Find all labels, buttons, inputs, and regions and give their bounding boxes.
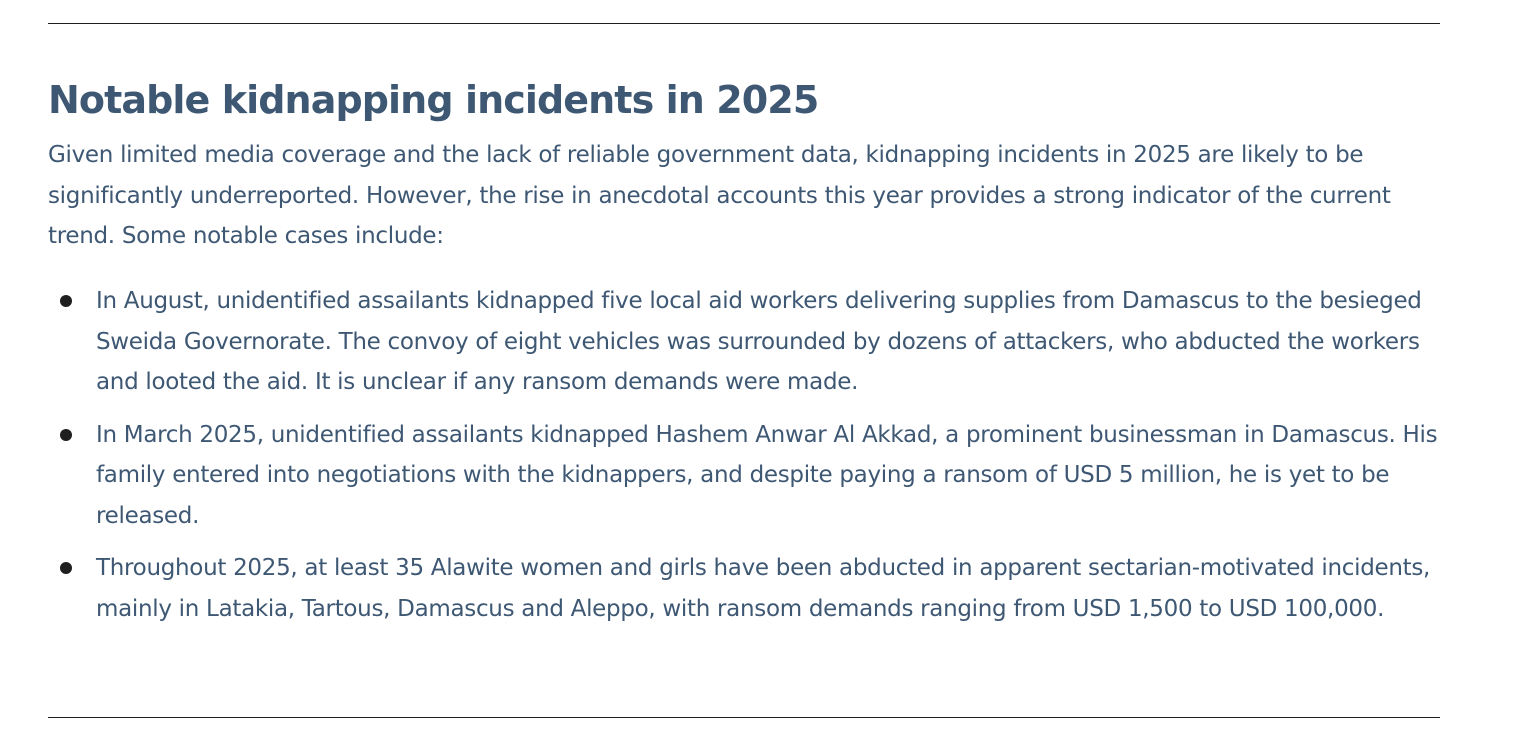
section-heading: Notable kidnapping incidents in 2025 [48,78,819,122]
list-item-text: In August, unidentified assailants kidnapped five local aid workers delivering supplies from Damascus to the besieged Sweida Governorate. The convoy of eight vehicles was surrounded by dozens of attackers, who abducted the workers and looted the aid. It is unclear if any ransom demands were made. [96,288,1422,395]
list-item [48,281,1440,403]
intro-paragraph: Given limited media coverage and the lack of reliable government data, kidnapping incidents in 2025 are likely to be significantly underreported. However, the rise in anecdotal accounts this year provides a strong indicator of the current trend. Some notable cases include: [48,142,1391,249]
article-section [48,0,1440,744]
bullet-icon [60,429,72,441]
list-item-text: Throughout 2025, at least 35 Alawite women and girls have been abducted in apparent sectarian-motivated incidents, mainly in Latakia, Tartous, Damascus and Aleppo, with ransom demands ranging from USD 1,500 to USD 100,000. [96,555,1431,622]
list-item-text: In March 2025, unidentified assailants kidnapped Hashem Anwar Al Akkad, a prominent businessman in Damascus. His family entered into negotiations with the kidnappers, and despite paying a ransom of USD 5 million, he is yet to be released. [96,421,1438,529]
bottom-divider [48,717,1440,718]
bullet-icon [60,562,72,574]
list-item [48,548,1440,629]
top-divider [48,23,1440,24]
bullet-icon [60,295,72,307]
list-item [48,415,1440,537]
incident-list [48,281,1440,641]
